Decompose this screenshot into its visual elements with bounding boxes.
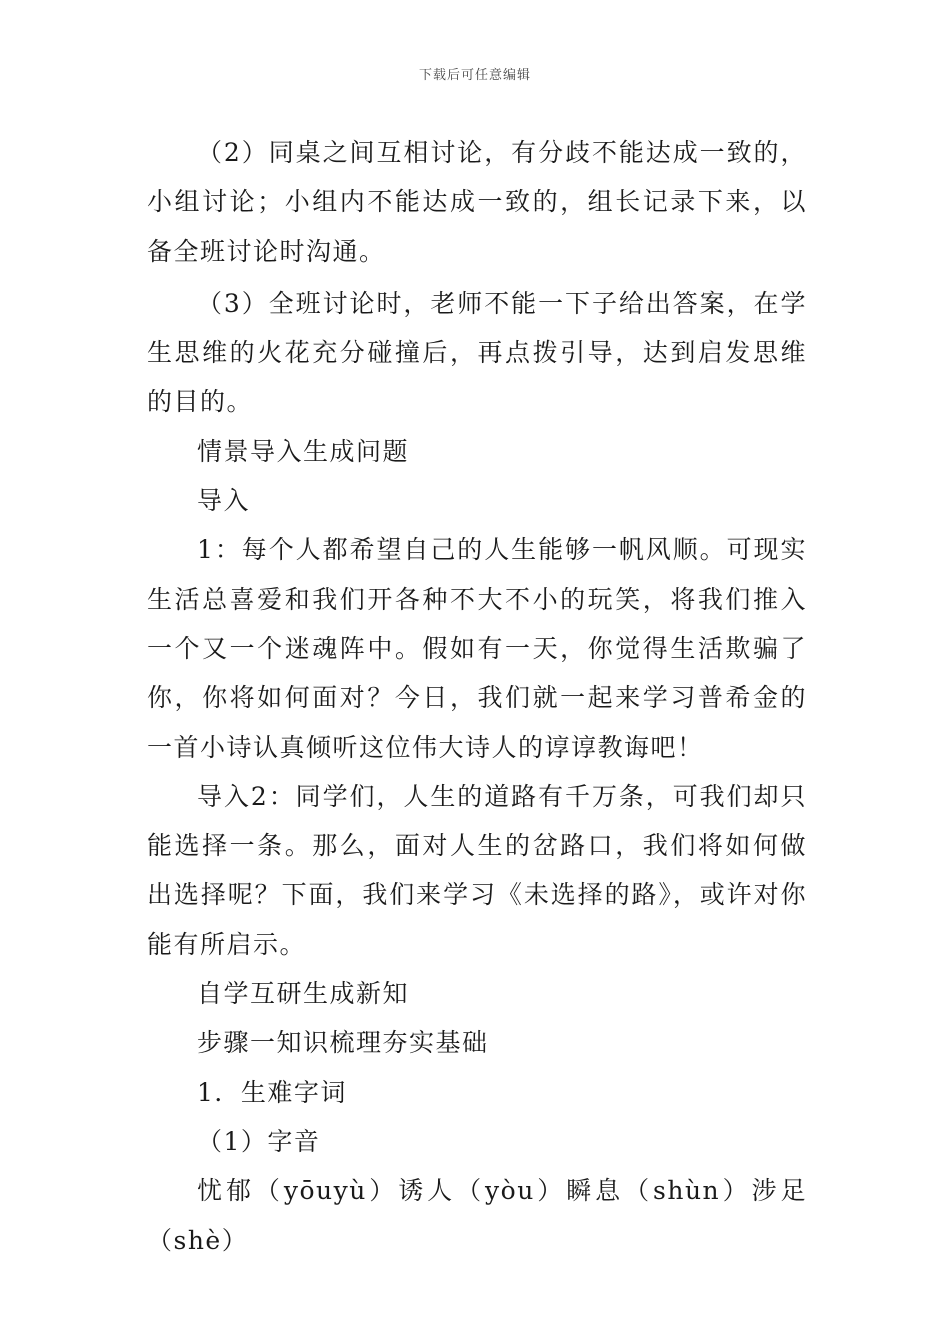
paragraph-discussion-2: （2）同桌之间互相讨论，有分歧不能达成一致的，小组讨论；小组内不能达成一致的，组长记录下来，以备全班讨论时沟通。: [147, 138, 807, 266]
paragraph-pronunciation-words: 忧郁（yōuyù）诱人（yòu）瞬息（shùn）涉足（shè）: [147, 1176, 807, 1255]
subheading-step-one: 步骤一知识梳理夯实基础: [197, 1028, 489, 1058]
page-header: 下载后可任意编辑: [418, 68, 531, 83]
section-heading-self-study: 自学互研生成新知: [197, 979, 410, 1009]
document-body: [147, 128, 807, 1265]
list-item-pronunciation: （1）字音: [197, 1126, 321, 1156]
list-item-vocabulary: 1．生难字词: [197, 1077, 347, 1107]
section-heading-intro: 情景导入生成问题: [197, 436, 410, 466]
subheading-intro: 导入: [197, 486, 251, 516]
paragraph-intro-2: 导入2：同学们，人生的道路有千万条，可我们却只能选择一条。那么，面对人生的岔路口，我们将如何做出选择呢？下面，我们来学习《未选择的路》，或许对你能有所启示。: [147, 781, 807, 959]
paragraph-intro-1: 1：每个人都希望自己的人生能够一帆风顺。可现实生活总喜爱和我们开各种不大不小的玩笑，将我们推入一个又一个迷魂阵中。假如有一天，你觉得生活欺骗了你，你将如何面对？今日，我们就一起来学习普希金的一首小诗认真倾听这位伟大诗人的谆谆教诲吧！: [147, 535, 807, 762]
paragraph-discussion-3: （3）全班讨论时，老师不能一下子给出答案，在学生思维的火花充分碰撞后，再点拨引导，达到启发思维的目的。: [147, 288, 807, 417]
